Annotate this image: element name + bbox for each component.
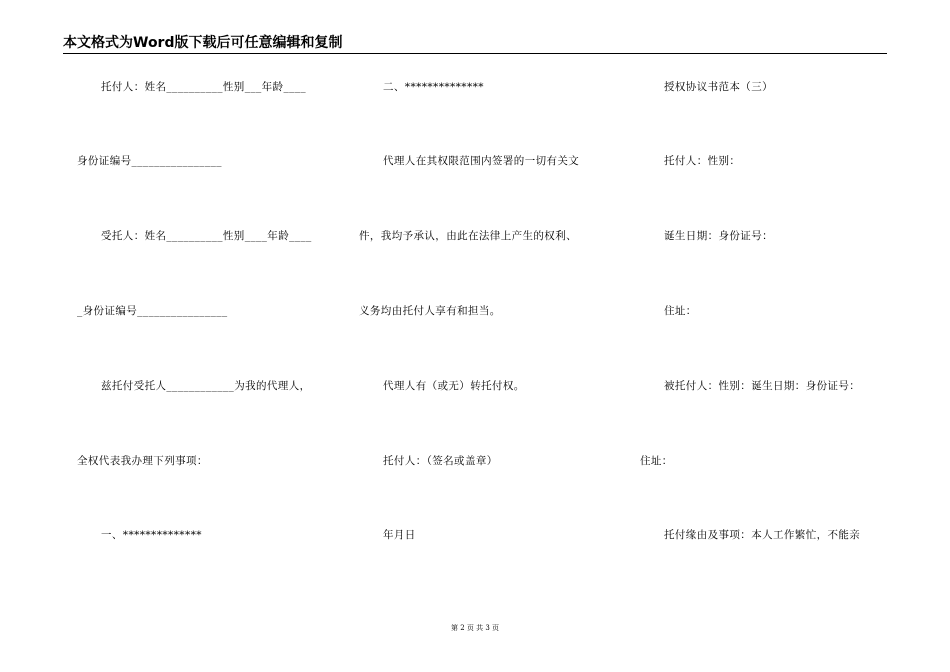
text-line: 二、**************: [383, 81, 484, 93]
text-line: 代理人有（或无）转托付权。: [383, 380, 525, 392]
page-number-footer: 第 2 页 共 3 页: [450, 624, 500, 632]
document-header-title: 本文格式为Word版下载后可任意编辑和复制: [63, 35, 343, 51]
text-line: 全权代表我办理下列事项：: [77, 455, 208, 467]
text-line: _身份证编号________________: [77, 305, 228, 317]
text-line: 代理人在其权限范围内签署的一切有关文: [383, 155, 580, 167]
text-line: 一、**************: [101, 529, 202, 541]
text-line: 被托付人：性别：诞生日期：身份证号：: [664, 380, 861, 392]
text-line: 兹托付受托人____________为我的代理人，: [101, 380, 311, 392]
text-line: 托付缘由及事项：本人工作繁忙，不能亲: [664, 529, 861, 541]
text-line: 诞生日期：身份证号：: [664, 230, 773, 242]
text-line: 住址：: [640, 455, 673, 467]
header-divider: [63, 53, 887, 54]
text-line: 身份证编号________________: [77, 155, 222, 167]
text-line: 年月日: [383, 529, 416, 541]
text-line: 件，我均予承认，由此在法律上产生的权利、: [359, 230, 577, 242]
text-line: 托付人：姓名__________性别___年龄____: [101, 81, 307, 93]
text-line: 托付人：性别：: [664, 155, 741, 167]
text-line: 受托人：姓名__________性别____年龄____: [101, 230, 312, 242]
text-line: 义务均由托付人享有和担当。: [359, 305, 501, 317]
text-line: 托付人：（签名或盖章）: [383, 455, 498, 467]
text-line: 授权协议书范本（三）: [664, 81, 773, 93]
text-line: 住址：: [664, 305, 697, 317]
